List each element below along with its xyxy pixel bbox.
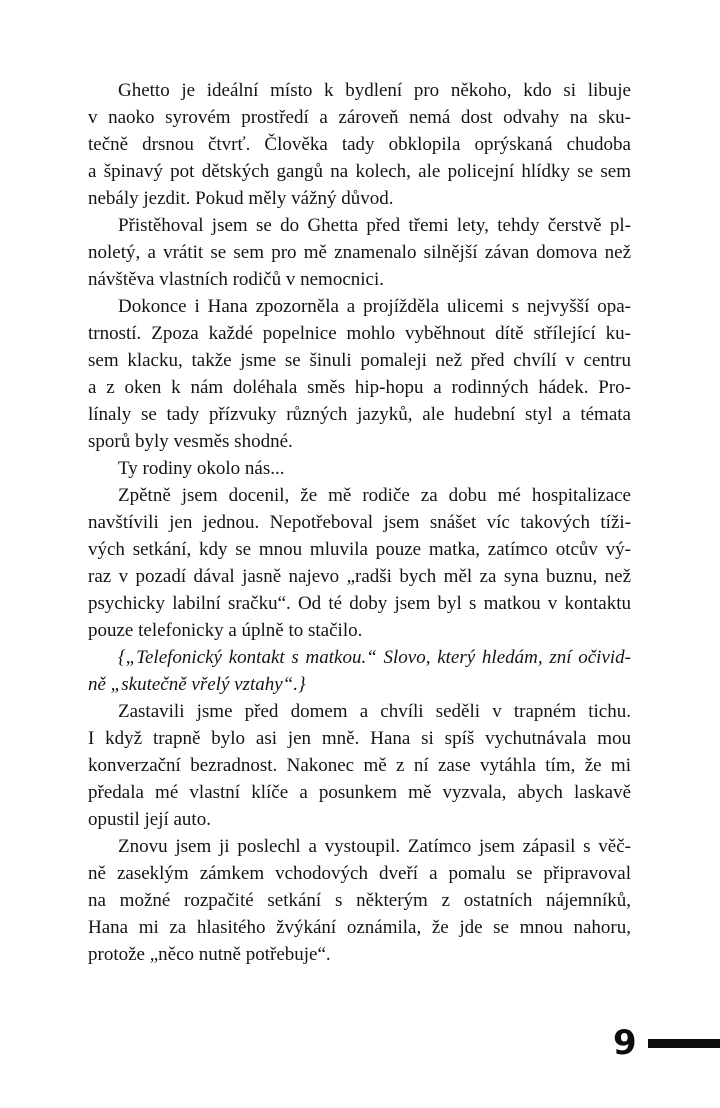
text-line: Znovu jsem ji poslechl a vystoupil. Zatímco jsem zápasil s věč-: [118, 836, 631, 857]
text-line: sem klacku, takže jsme se šinuli pomaleji než před chvílí v centru: [88, 350, 631, 371]
paragraph-6: [88, 644, 631, 698]
text-line: a z oken k nám doléhala směs hip-hopu a rodinných hádek. Pro-: [88, 377, 631, 398]
paragraph-3: [88, 293, 631, 455]
text-line: Zpětně jsem docenil, že mě rodiče za dobu mé hospitalizace: [118, 485, 631, 506]
text-line: návštěva vlastních rodičů v nemocnici.: [88, 269, 384, 290]
text-line: sporů byly vesměs shodné.: [88, 431, 293, 452]
text-line: protože „něco nutně potřebuje“.: [88, 944, 331, 965]
text-line: navštívili jen jednou. Nepotřeboval jsem snášet víc takových tíži-: [88, 512, 631, 533]
text-line: na možné rozpačité setkání s některým z ostatních nájemníků,: [88, 890, 631, 911]
text-line: Ghetto je ideální místo k bydlení pro někoho, kdo si libuje: [118, 80, 631, 101]
text-line: Přistěhoval jsem se do Ghetta před třemi lety, tehdy čerstvě pl-: [118, 215, 631, 236]
text-line: pouze telefonicky a úplně to stačilo.: [88, 620, 363, 641]
text-line: tečně drsnou čtvrť. Člověka tady obklopila oprýskaná chudoba: [88, 134, 631, 155]
paragraph-1: [88, 77, 631, 212]
text-line: psychicky labilní sračku“. Od té doby jsem byl s matkou v kontaktu: [88, 593, 631, 614]
text-line: vých setkání, kdy se mnou mluvila pouze matka, zatímco otcův vý-: [88, 539, 631, 560]
text-line: nebály jezdit. Pokud měly vážný důvod.: [88, 188, 394, 209]
text-line: Zastavili jsme před domem a chvíli seděli v trapném tichu.: [118, 701, 631, 722]
paragraph-5: [88, 482, 631, 644]
text-line: ně zaseklým zámkem vchodových dveří a pomalu se připravoval: [88, 863, 631, 884]
text-line: Hana mi za hlasitého žvýkání oznámila, že jde se mnou nahoru,: [88, 917, 631, 938]
text-line: trností. Zpoza každé popelnice mohlo vyběhnout dítě střílející ku-: [88, 323, 631, 344]
text-line: a špinavý pot dětských gangů na kolech, ale policejní hlídky se sem: [88, 161, 631, 182]
paragraph-4: [88, 455, 631, 482]
text-line: Dokonce i Hana zpozorněla a projížděla ulicemi s nejvyšší opa-: [118, 296, 631, 317]
text-line: I když trapně bylo asi jen mně. Hana si spíš vychutnávala mou: [88, 728, 631, 749]
paragraph-2: [88, 212, 631, 293]
page-footer: [613, 1023, 720, 1063]
body-text: [88, 77, 631, 968]
text-line: {„Telefonický kontakt s matkou.“ Slovo, který hledám, zní očivid-: [118, 647, 631, 668]
text-line: předala mé vlastní klíče a posunkem mě vyzvala, abych laskavě: [88, 782, 631, 803]
text-line: noletý, a vrátit se sem pro mě znamenalo silnější závan domova než: [88, 242, 631, 263]
text-line: ně „skutečně vřelý vztahy“.}: [88, 674, 306, 695]
text-line: opustil její auto.: [88, 809, 211, 830]
text-line: línaly se tady přízvuky různých jazyků, ale hudební styl a témata: [88, 404, 631, 425]
paragraph-8: [88, 833, 631, 968]
paragraph-7: [88, 698, 631, 833]
text-line: raz v pozadí dával jasně najevo „radši bych měl za syna buznu, než: [88, 566, 631, 587]
text-line: v naoko syrovém prostředí a zároveň nemá dost odvahy na sku-: [88, 107, 631, 128]
text-line: konverzační bezradnost. Nakonec mě z ní zase vytáhla tím, že mi: [88, 755, 631, 776]
footer-rule: [648, 1039, 720, 1048]
text-line: Ty rodiny okolo nás...: [118, 458, 285, 479]
page-number: 9: [613, 1023, 637, 1063]
